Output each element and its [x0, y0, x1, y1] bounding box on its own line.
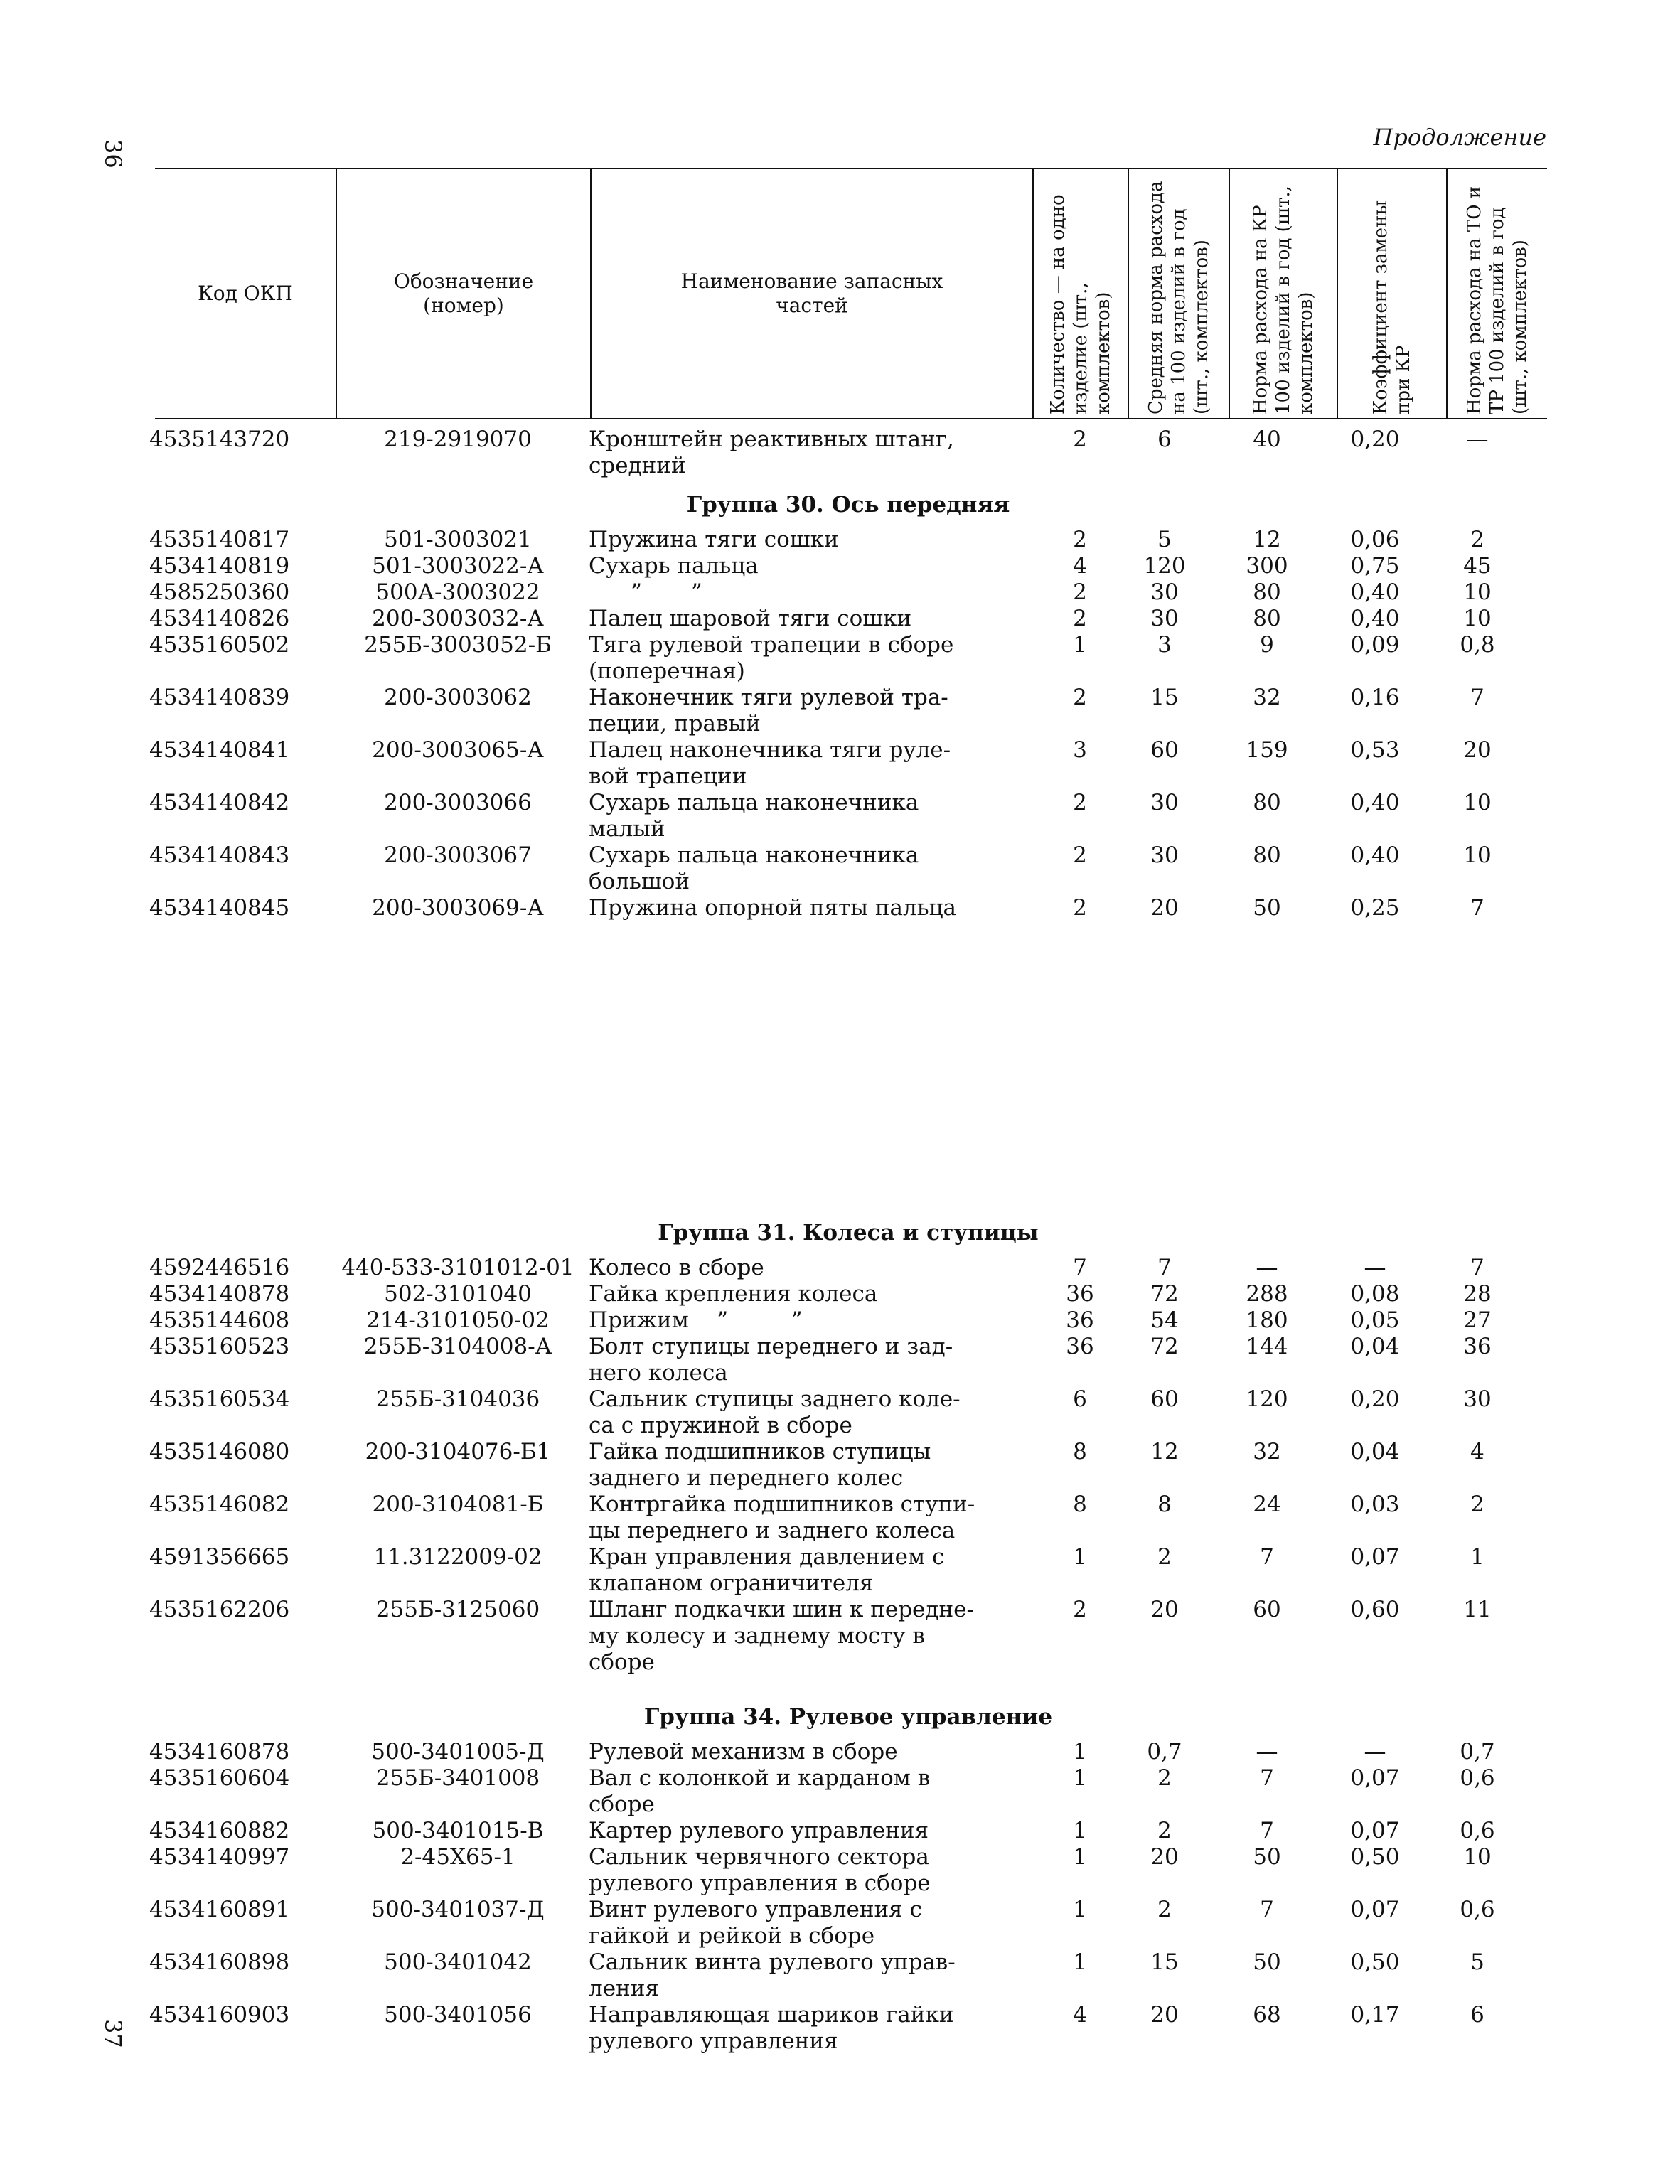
cell-a: 3 [1157, 632, 1172, 658]
cell-q: 6 [1073, 1386, 1087, 1412]
cell-a: 20 [1150, 895, 1179, 921]
cell-code: 4534160882 [149, 1818, 290, 1843]
cell-c: 0,07 [1350, 1897, 1400, 1922]
cell-k: 32 [1253, 1439, 1281, 1465]
cell-num: 255Б-3401008 [375, 1765, 540, 1791]
cell-q: 2 [1073, 895, 1087, 921]
cell-t: 0,7 [1460, 1739, 1495, 1765]
cell-a: 7 [1157, 1255, 1172, 1280]
cell-k: 7 [1260, 1765, 1274, 1791]
cell-k: 7 [1260, 1818, 1274, 1843]
cell-t: 7 [1470, 1255, 1484, 1280]
cell-k: 120 [1246, 1386, 1288, 1412]
cell-t: 2 [1470, 1492, 1484, 1517]
cell-t: 7 [1470, 685, 1484, 710]
table-row [149, 1307, 1547, 1334]
cell-t: 10 [1463, 842, 1492, 868]
cell-t: — [1466, 427, 1489, 452]
table-row [149, 1281, 1547, 1307]
cell-k: 50 [1253, 1949, 1281, 1975]
cell-k: 7 [1260, 1897, 1274, 1922]
cell-name: Болт ступицы переднего и зад- него колеса [589, 1334, 953, 1386]
cell-name: Кронштейн реактивных штанг, средний [589, 427, 954, 478]
cell-code: 4592446516 [149, 1255, 290, 1280]
cell-name: Направляющая шариков гайки рулевого управления [589, 2002, 954, 2054]
header-to-norm [1446, 169, 1547, 418]
cell-q: 1 [1073, 1739, 1087, 1765]
cell-t: 45 [1463, 553, 1492, 579]
cell-name: Картер рулевого управления [589, 1818, 929, 1843]
table-row [149, 1818, 1547, 1844]
cell-t: 10 [1463, 1844, 1492, 1870]
cell-num: 500-3401015-В [372, 1818, 544, 1843]
cell-k: 80 [1253, 579, 1281, 605]
cell-k: 40 [1253, 427, 1281, 452]
cell-k: 12 [1253, 527, 1281, 552]
header-code: Код ОКП [198, 282, 293, 305]
cell-num: 200-3003066 [384, 790, 532, 815]
cell-q: 36 [1066, 1334, 1094, 1359]
cell-k: 24 [1253, 1492, 1281, 1517]
cell-t: 28 [1463, 1281, 1492, 1307]
cell-c: 0,50 [1350, 1949, 1400, 1975]
cell-code: 4534160898 [149, 1949, 290, 1975]
cell-c: 0,25 [1350, 895, 1400, 921]
cell-name: Сухарь пальца [589, 553, 759, 579]
cell-a: 12 [1150, 1439, 1179, 1465]
cell-a: 30 [1150, 579, 1179, 605]
cell-num: 440-533-3101012-01 [341, 1255, 574, 1280]
cell-c: 0,40 [1350, 579, 1400, 605]
table-row [149, 553, 1547, 579]
cell-t: 10 [1463, 606, 1492, 631]
table-row [149, 842, 1547, 895]
cell-c: — [1364, 1739, 1386, 1765]
cell-num: 502-3101040 [384, 1281, 532, 1307]
cell-num: 500-3401037-Д [371, 1897, 545, 1922]
cell-c: 0,07 [1350, 1765, 1400, 1791]
cell-q: 1 [1073, 1949, 1087, 1975]
cell-num: 500-3401042 [384, 1949, 532, 1975]
cell-c: 0,53 [1350, 737, 1400, 763]
table-row [149, 632, 1547, 685]
cell-name: Сухарь пальца наконечника малый [589, 790, 919, 842]
cell-name: Винт рулевого управления с гайкой и рейкой в сборе [589, 1897, 922, 1949]
cell-c: 0,50 [1350, 1844, 1400, 1870]
cell-num: 500-3401056 [384, 2002, 532, 2028]
cell-name: Палец шаровой тяги сошки [589, 606, 912, 631]
cell-t: 0,6 [1460, 1765, 1495, 1791]
table-row [149, 895, 1547, 921]
cell-name: Рулевой механизм в сборе [589, 1739, 898, 1765]
cell-num: 2-45Х65-1 [400, 1844, 515, 1870]
table-row [149, 1897, 1547, 1949]
cell-a: 5 [1157, 527, 1172, 552]
cell-code: 4534160903 [149, 2002, 290, 2028]
cell-a: 20 [1150, 2002, 1179, 2028]
cell-code: 4535162206 [149, 1597, 290, 1622]
cell-t: 0,6 [1460, 1897, 1495, 1922]
table-row [149, 1949, 1547, 2002]
table-row [149, 1739, 1547, 1765]
cell-a: 15 [1150, 1949, 1179, 1975]
cell-t: 11 [1463, 1597, 1492, 1622]
cell-a: 2 [1157, 1818, 1172, 1843]
cell-num: 214-3101050-02 [366, 1307, 550, 1333]
cell-q: 2 [1073, 427, 1087, 452]
cell-c: 0,06 [1350, 527, 1400, 552]
cell-k: 159 [1246, 737, 1288, 763]
cell-code: 4534160878 [149, 1739, 290, 1765]
header-qty [1032, 169, 1128, 418]
cell-k: 80 [1253, 790, 1281, 815]
page-number-bottom: 37 [100, 2019, 127, 2048]
cell-num: 500-3401005-Д [371, 1739, 545, 1765]
cell-a: 54 [1150, 1307, 1179, 1333]
cell-q: 2 [1073, 842, 1087, 868]
table-header [155, 168, 1547, 419]
cell-c: 0,08 [1350, 1281, 1400, 1307]
cell-num: 11.3122009-02 [373, 1544, 542, 1570]
cell-k: 60 [1253, 1597, 1281, 1622]
cell-c: 0,07 [1350, 1818, 1400, 1843]
cell-c: 0,05 [1350, 1307, 1400, 1333]
cell-name: Сухарь пальца наконечника большой [589, 842, 919, 894]
group-title: Группа 34. Рулевое управление [643, 1704, 1053, 1730]
group-title: Группа 30. Ось передняя [686, 492, 1010, 518]
header-kr-norm-text: Норма расхода на КР 100 изделий в год (шт., комплектов) [1250, 186, 1317, 414]
cell-t: 10 [1463, 579, 1492, 605]
cell-c: 0,16 [1350, 685, 1400, 710]
cell-a: 20 [1150, 1844, 1179, 1870]
cell-c: 0,75 [1350, 553, 1400, 579]
cell-q: 36 [1066, 1307, 1094, 1333]
cell-t: 20 [1463, 737, 1492, 763]
cell-num: 255Б-3003052-Б [364, 632, 552, 658]
cell-a: 2 [1157, 1897, 1172, 1922]
group-title: Группа 31. Колеса и ступицы [658, 1220, 1039, 1246]
cell-q: 1 [1073, 1544, 1087, 1570]
cell-num: 255Б-3104036 [375, 1386, 540, 1412]
cell-t: 7 [1470, 895, 1484, 921]
cell-num: 200-3104081-Б [372, 1492, 544, 1517]
table-row [149, 1544, 1547, 1597]
cell-k: 50 [1253, 1844, 1281, 1870]
cell-q: 1 [1073, 1897, 1087, 1922]
cell-c: 0,40 [1350, 606, 1400, 631]
cell-name: Шланг подкачки шин к передне- му колесу и заднему мосту в сборе [589, 1597, 974, 1675]
table-row [149, 1844, 1547, 1897]
cell-c: 0,09 [1350, 632, 1400, 658]
cell-a: 2 [1157, 1544, 1172, 1570]
cell-t: 0,8 [1460, 632, 1495, 658]
cell-t: 27 [1463, 1307, 1492, 1333]
cell-a: 120 [1143, 553, 1186, 579]
cell-q: 2 [1073, 606, 1087, 631]
cell-q: 1 [1073, 632, 1087, 658]
cell-k: 7 [1260, 1544, 1274, 1570]
cell-code: 4534140878 [149, 1281, 290, 1307]
cell-k: — [1256, 1255, 1278, 1280]
cell-name: Пружина тяги сошки [589, 527, 839, 552]
cell-a: 8 [1157, 1492, 1172, 1517]
cell-q: 4 [1073, 2002, 1087, 2028]
cell-name: Сальник червячного сектора рулевого управления в сборе [589, 1844, 931, 1896]
cell-num: 500А-3003022 [375, 579, 540, 605]
cell-code: 4535160502 [149, 632, 290, 658]
cell-code: 4535140817 [149, 527, 290, 552]
cell-a: 0,7 [1147, 1739, 1182, 1765]
cell-name: Гайка крепления колеса [589, 1281, 878, 1307]
cell-code: 4534140841 [149, 737, 290, 763]
table-row [149, 2002, 1547, 2055]
cell-code: 4534140845 [149, 895, 290, 921]
cell-a: 60 [1150, 737, 1179, 763]
cell-t: 0,6 [1460, 1818, 1495, 1843]
cell-t: 30 [1463, 1386, 1492, 1412]
table-row [149, 427, 1547, 479]
cell-a: 30 [1150, 842, 1179, 868]
cell-name: Сальник винта рулевого управ- ления [589, 1949, 956, 2001]
cell-q: 1 [1073, 1765, 1087, 1791]
cell-name: Пружина опорной пяты пальца [589, 895, 956, 921]
header-kr-norm [1229, 169, 1337, 418]
cell-num: 501-3003021 [384, 527, 532, 552]
cell-num: 200-3003032-А [372, 606, 544, 631]
table-row [149, 1492, 1547, 1544]
cell-q: 8 [1073, 1492, 1087, 1517]
cell-code: 4585250360 [149, 579, 290, 605]
table-row [149, 1597, 1547, 1676]
header-coef [1337, 169, 1446, 418]
table-row [149, 527, 1547, 553]
cell-c: 0,07 [1350, 1544, 1400, 1570]
page-number-top: 36 [100, 139, 127, 168]
cell-name: Кран управления давлением с клапаном ограничителя [589, 1544, 945, 1596]
table-row [149, 1334, 1547, 1386]
header-qty-text: Количество — на одно изделие (шт., комплектов) [1047, 194, 1114, 414]
cell-name: Гайка подшипников ступицы заднего и переднего колес [589, 1439, 931, 1491]
table-body [149, 427, 1547, 2055]
cell-q: 4 [1073, 553, 1087, 579]
cell-num: 200-3003062 [384, 685, 532, 710]
cell-k: 32 [1253, 685, 1281, 710]
cell-a: 30 [1150, 790, 1179, 815]
header-coef-text: Коэффициент замены при КР [1370, 200, 1414, 414]
cell-a: 72 [1150, 1334, 1179, 1359]
cell-k: 9 [1260, 632, 1274, 658]
cell-code: 4535144608 [149, 1307, 290, 1333]
cell-name: Палец наконечника тяги руле- вой трапеции [589, 737, 951, 789]
cell-q: 36 [1066, 1281, 1094, 1307]
table-row [149, 1439, 1547, 1492]
table-row [149, 606, 1547, 632]
cell-k: 68 [1253, 2002, 1281, 2028]
cell-num: 200-3003067 [384, 842, 532, 868]
cell-k: 300 [1246, 553, 1288, 579]
cell-t: 1 [1470, 1544, 1484, 1570]
cell-k: 80 [1253, 842, 1281, 868]
cell-code: 4591356665 [149, 1544, 290, 1570]
cell-k: 144 [1246, 1334, 1288, 1359]
continuation-label: Продолжение [1373, 124, 1546, 151]
cell-a: 6 [1157, 427, 1172, 452]
cell-q: 3 [1073, 737, 1087, 763]
table-row [149, 1386, 1547, 1439]
cell-c: 0,17 [1350, 2002, 1400, 2028]
cell-code: 4534140843 [149, 842, 290, 868]
cell-k: 80 [1253, 606, 1281, 631]
cell-c: 0,04 [1350, 1334, 1400, 1359]
table-row [149, 1765, 1547, 1818]
cell-c: — [1364, 1255, 1386, 1280]
cell-num: 219-2919070 [384, 427, 532, 452]
table-row [149, 685, 1547, 737]
header-designation: Обозначение (номер) [336, 169, 590, 418]
cell-t: 2 [1470, 527, 1484, 552]
table-row [149, 790, 1547, 842]
cell-code: 4535160523 [149, 1334, 290, 1359]
cell-c: 0,03 [1350, 1492, 1400, 1517]
cell-q: 1 [1073, 1844, 1087, 1870]
cell-code: 4534160891 [149, 1897, 290, 1922]
cell-c: 0,40 [1350, 790, 1400, 815]
cell-name: Сальник ступицы заднего коле- са с пружиной в сборе [589, 1386, 961, 1438]
cell-code: 4534140997 [149, 1844, 290, 1870]
cell-code: 4534140819 [149, 553, 290, 579]
cell-q: 2 [1073, 790, 1087, 815]
cell-k: 180 [1246, 1307, 1288, 1333]
cell-num: 200-3104076-Б1 [365, 1439, 551, 1465]
cell-code: 4535143720 [149, 427, 290, 452]
cell-code: 4534140826 [149, 606, 290, 631]
table-row [149, 579, 1547, 606]
cell-name: Контргайка подшипников ступи- цы переднего и заднего колеса [589, 1492, 975, 1543]
cell-t: 5 [1470, 1949, 1484, 1975]
header-name: Наименование запасных частей [590, 169, 1032, 418]
cell-t: 6 [1470, 2002, 1484, 2028]
cell-code: 4534140839 [149, 685, 290, 710]
cell-t: 4 [1470, 1439, 1484, 1465]
header-avg [1128, 169, 1229, 418]
cell-name: Колесо в сборе [589, 1255, 764, 1280]
cell-c: 0,40 [1350, 842, 1400, 868]
cell-code: 4534140842 [149, 790, 290, 815]
cell-a: 30 [1150, 606, 1179, 631]
cell-c: 0,20 [1350, 427, 1400, 452]
cell-c: 0,60 [1350, 1597, 1400, 1622]
cell-name: ” ” [589, 579, 702, 605]
cell-code: 4535146082 [149, 1492, 290, 1517]
cell-name: Наконечник тяги рулевой тра- пеции, правый [589, 685, 948, 737]
cell-a: 20 [1150, 1597, 1179, 1622]
cell-q: 2 [1073, 1597, 1087, 1622]
cell-q: 2 [1073, 527, 1087, 552]
cell-a: 60 [1150, 1386, 1179, 1412]
cell-code: 4535160604 [149, 1765, 290, 1791]
cell-a: 2 [1157, 1765, 1172, 1791]
cell-t: 36 [1463, 1334, 1492, 1359]
cell-q: 7 [1073, 1255, 1087, 1280]
cell-k: 50 [1253, 895, 1281, 921]
cell-k: 288 [1246, 1281, 1288, 1307]
cell-num: 200-3003065-А [372, 737, 544, 763]
cell-t: 10 [1463, 790, 1492, 815]
cell-a: 72 [1150, 1281, 1179, 1307]
cell-q: 2 [1073, 579, 1087, 605]
cell-name: Вал с колонкой и карданом в сборе [589, 1765, 931, 1817]
header-avg-text: Средняя норма расхода на 100 изделий в год (шт., комплектов) [1145, 181, 1212, 414]
cell-num: 255Б-3125060 [375, 1597, 540, 1622]
cell-code: 4535160534 [149, 1386, 290, 1412]
cell-num: 501-3003022-А [372, 553, 544, 579]
table-row [149, 1255, 1547, 1281]
cell-q: 2 [1073, 685, 1087, 710]
table-row [149, 737, 1547, 790]
cell-a: 15 [1150, 685, 1179, 710]
cell-name: Прижим ” ” [589, 1307, 803, 1333]
cell-num: 200-3003069-А [372, 895, 544, 921]
cell-q: 8 [1073, 1439, 1087, 1465]
cell-name: Тяга рулевой трапеции в сборе (поперечная) [589, 632, 954, 684]
cell-c: 0,20 [1350, 1386, 1400, 1412]
cell-code: 4535146080 [149, 1439, 290, 1465]
cell-k: — [1256, 1739, 1278, 1765]
cell-num: 255Б-3104008-А [363, 1334, 552, 1359]
cell-c: 0,04 [1350, 1439, 1400, 1465]
header-to-norm-text: Норма расхода на ТО и ТР 100 изделий в год (шт., комплектов) [1464, 186, 1531, 414]
cell-q: 1 [1073, 1818, 1087, 1843]
